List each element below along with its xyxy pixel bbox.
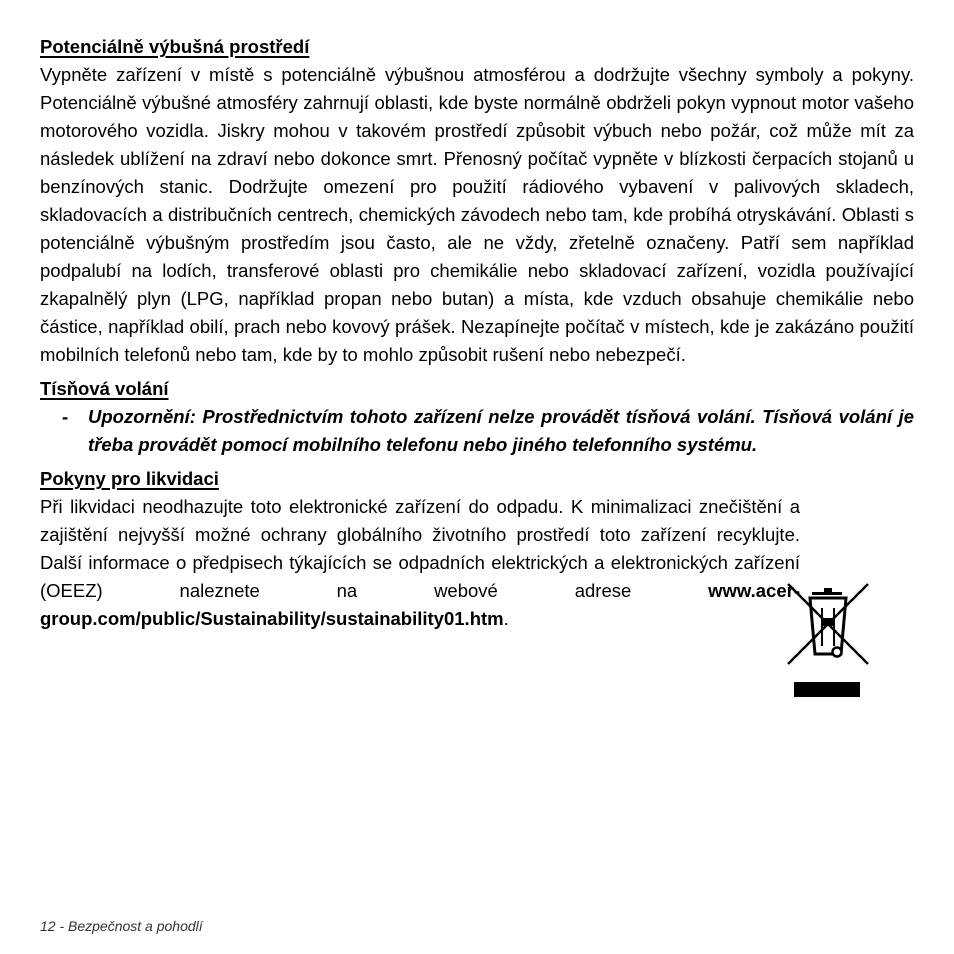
disposal-text: Při likvidaci neodhazujte toto elektronické zařízení do odpadu. K minimalizaci znečištění a zajištění nejvyšší možné ochrany globálního životního prostředí toto zařízení recyklujte. Další informace o předpisech týkajících se odpadních elektrických a elektronických zařízení (OEEZ) naleznete na webové adrese [40, 496, 800, 601]
recycling-url-link[interactable]: www.acer-group.com/public/Sustainability/sustainability01.htm [40, 580, 800, 629]
emergency-note-text: Upozornění: Prostřednictvím tohoto zařízení nelze provádět tísňová volání. Tísňová volání je třeba provádět pomocí mobilního telefonu nebo jiného telefonního systému. [88, 406, 914, 455]
heading-emergency-calls: Tísňová volání [40, 378, 169, 399]
disposal-block [40, 493, 914, 633]
paragraph-explosive-environments: Vypněte zařízení v místě s potenciálně výbušnou atmosférou a dodržujte všechny symboly a pokyny. Potenciálně výbušné atmosféry zahrnují oblasti, kde byste normálně obdrželi pokyn vypnout motor vašeho motorového vozidla. Jiskry mohou v takovém prostředí způsobit výbuch nebo požár, což může mít za následek ublížení na zdraví nebo dokonce smrt. Přenosný počítač vypněte v blízkosti čerpacích stojanů u benzínových stanic. Dodržujte omezení pro použití rádiového vybavení v palivových skladech, skladovacích a distribučních centrech, chemických závodech nebo tam, kde probíhá otryskávání. Oblasti s potenciálně výbušným prostředím jsou často, ale ne vždy, zřetelně označeny. Patří sem například podpalubí na lodích, transferové oblasti pro chemikálie nebo skladovací zařízení, vozidla používající zkapalnělý plyn (LPG, například propan nebo butan) a místa, kde vzduch obsahuje chemikálie nebo částice, například obilí, prach nebo kovový prášek. Nezapínejte počítač v místech, kde je zakázáno použití mobilních telefonů nebo tam, kde by to mohlo způsobit rušení nebo nebezpečí. [40, 64, 914, 365]
weee-crossed-out-bin-icon [786, 582, 870, 702]
page-footer: 12 - Bezpečnost a pohodlí [40, 918, 203, 934]
disposal-end: . [503, 608, 509, 629]
heading-disposal: Pokyny pro likvidaci [40, 468, 219, 489]
emergency-note [40, 403, 914, 459]
bullet-dash: - [62, 406, 69, 427]
heading-explosive-environments: Potenciálně výbušná prostředí [40, 36, 310, 57]
document-page [40, 33, 914, 633]
paragraph-disposal [40, 493, 800, 633]
